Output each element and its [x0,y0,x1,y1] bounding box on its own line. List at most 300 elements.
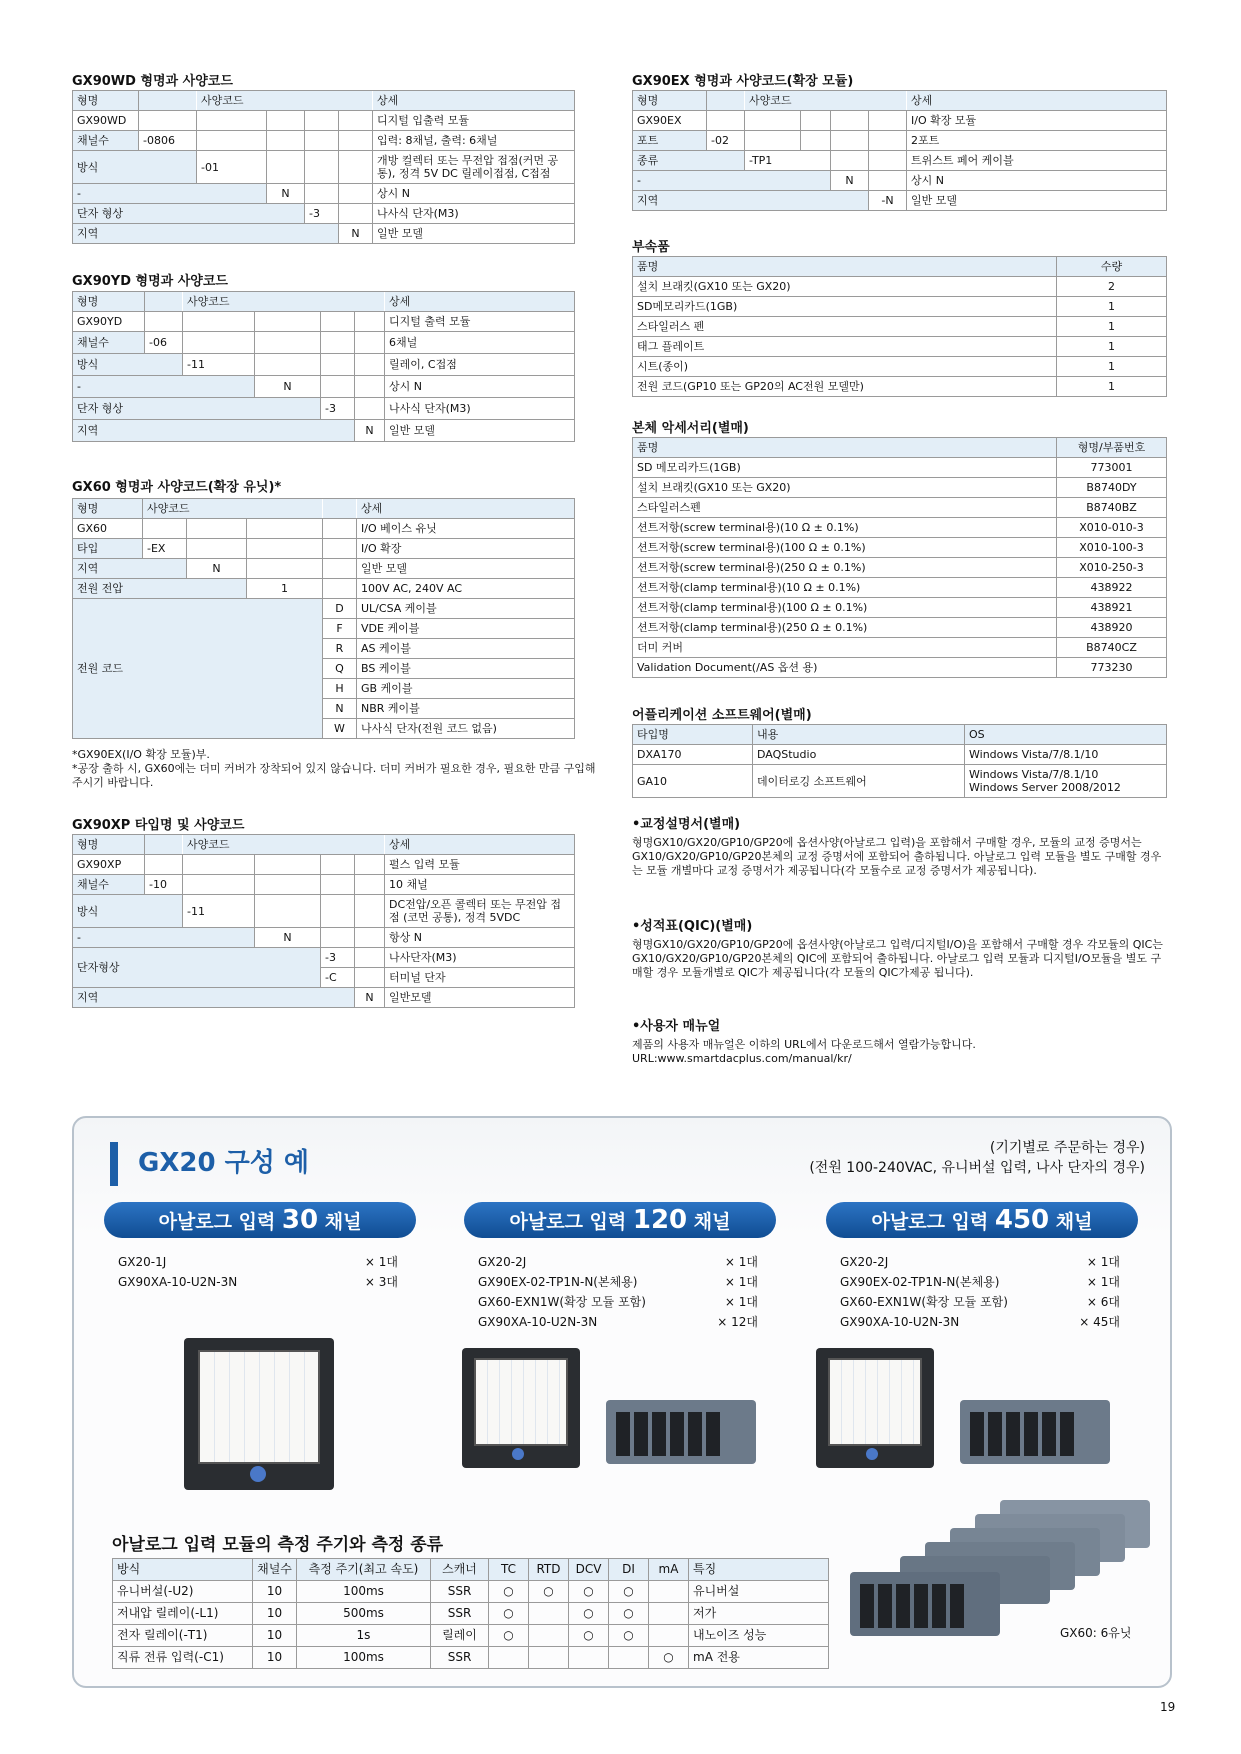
table-cell [145,292,183,312]
gx20-title: GX20 구성 예 [138,1148,310,1178]
table-cell: 438922 [1057,578,1167,598]
table-cell: SSR [431,1581,489,1603]
table-cell: 유니버설(-U2) [113,1581,253,1603]
accessories-title: 부속품 [632,240,670,255]
table-cell [745,111,801,131]
table-cell: 지역 [73,988,355,1008]
table-cell [321,354,355,376]
table-cell: 스타일러스 펜 [633,317,1057,337]
table-cell: 일반 모델 [907,191,1167,211]
table-cell: 전자 릴레이(-T1) [113,1625,253,1647]
table-cell: DI [609,1559,649,1581]
table-cell: 사양코드 [183,292,385,312]
table-cell [255,354,321,376]
table-cell [355,855,385,875]
table-cell: D [323,599,357,619]
table-cell: -TP1 [745,151,831,171]
table-cell: - [73,928,255,948]
table-cell: X010-250-3 [1057,558,1167,578]
software-title: 어플리케이션 소프트웨어(별매) [632,708,812,723]
table-cell: 나사식 단자(M3) [373,204,575,224]
table-cell [139,111,197,131]
optional-title: 본체 악세서리(별매) [632,421,749,436]
table-cell: 개방 컬렉터 또는 무전압 접점(커먼 공통), 정격 5V DC 릴레이접점, C접점 [373,151,575,184]
table-cell: 채널수 [73,332,145,354]
table-cell: 500ms [297,1603,431,1625]
table-cell: 디지털 입출력 모듈 [373,111,575,131]
table-cell: 나사식 단자(M3) [385,398,575,420]
table-cell [355,376,385,398]
table-cell [247,539,323,559]
table-cell: B8740BZ [1057,498,1167,518]
table-cell: 일반 모델 [385,420,575,442]
table-cell: -EX [143,539,187,559]
optional-table [632,437,1167,678]
table-cell: 저가 [689,1603,829,1625]
table-cell [183,875,255,895]
table-cell [801,111,831,131]
config-pill-120: 아날로그 입력 120 채널 [464,1202,776,1238]
table-cell: 형명 [73,292,145,312]
table-cell: VDE 케이블 [357,619,575,639]
table-cell: -11 [183,895,255,928]
page-number: 19 [1160,1700,1176,1714]
table-cell: N [187,559,247,579]
table-cell [305,111,339,131]
table-cell [305,184,339,204]
table-cell: 더미 커버 [633,638,1057,658]
table-cell: ○ [649,1647,689,1669]
gx90yd-title: GX90YD 형명과 사양코드 [72,274,228,289]
table-cell: GX90EX [633,111,707,131]
calibration-text: 형명GX10/GX20/GP10/GP20에 옵션사양(아날로그 입력)을 포함해서 구매할 경우, 모듈의 교정 증명서는 GX10/GX20/GP10/GP20본체의 교정 증명서에 포함되어 출하됩니다. 아날로그 입력 모듈을 별도 구매할 경우는 모듈 개별마다 교정 증명서가 제공됩니다(각 모듈수로 교정 증명서가 제공됩니다). [632,836,1162,877]
table-cell: N [255,376,321,398]
table-cell [649,1603,689,1625]
table-cell: 형명 [73,499,143,519]
gx60-title: GX60 형명과 사양코드(확장 유닛)* [72,480,282,495]
table-cell [569,1647,609,1669]
table-cell: 특징 [689,1559,829,1581]
table-cell: 일반 모델 [373,224,575,244]
table-cell [183,312,255,332]
table-cell: F [323,619,357,639]
table-cell: 상세 [385,292,575,312]
table-cell: 상세 [907,91,1167,111]
table-cell: 사양코드 [183,835,385,855]
table-cell [649,1625,689,1647]
table-cell: H [323,679,357,699]
table-cell: 내용 [753,725,965,745]
table-cell [831,131,869,151]
table-cell: 방식 [73,151,197,184]
table-cell [197,131,267,151]
gx90ex-title: GX90EX 형명과 사양코드(확장 모듈) [632,74,854,89]
table-cell: 방식 [73,354,183,376]
table-cell [339,204,373,224]
table-cell [183,332,255,354]
table-cell: ○ [609,1625,649,1647]
table-cell: 포트 [633,131,707,151]
table-cell [609,1647,649,1669]
table-cell: 설치 브래킷(GX10 또는 GX20) [633,277,1057,297]
table-cell: 설치 브래킷(GX10 또는 GX20) [633,478,1057,498]
table-cell: 10 [253,1603,297,1625]
table-cell: SSR [431,1603,489,1625]
table-cell: 입력: 8채널, 출력: 6채널 [373,131,575,151]
table-cell: 지역 [73,420,355,442]
calibration-title: •교정설명서(별매) [632,817,741,832]
calibration-section [632,818,1166,878]
table-cell: 1 [1057,357,1167,377]
config-pill-30: 아날로그 입력 30 채널 [104,1202,416,1238]
table-cell: -02 [707,131,745,151]
table-cell: ○ [569,1581,609,1603]
table-cell: -N [869,191,907,211]
manual-url: URL:www.smartdacplus.com/manual/kr/ [632,1052,852,1065]
table-cell [339,151,373,184]
table-cell: GB 케이블 [357,679,575,699]
table-cell: 채널수 [73,131,139,151]
table-cell: 단자 형상 [73,204,305,224]
table-cell: 438920 [1057,618,1167,638]
table-cell: SD 메모리카드(1GB) [633,458,1057,478]
table-cell [321,928,355,948]
title-accent-bar [110,1142,118,1186]
table-cell: 채널수 [73,875,145,895]
gx90ex-table [632,90,1167,211]
table-cell: X010-010-3 [1057,518,1167,538]
table-cell [869,111,907,131]
table-cell: 6채널 [385,332,575,354]
table-cell: N [831,171,869,191]
table-cell: 전원 코드(GP10 또는 GP20의 AC전원 모델만) [633,377,1057,397]
gx60-table [72,498,575,739]
table-cell: 1s [297,1625,431,1647]
table-cell [255,875,321,895]
table-cell: 일반모델 [385,988,575,1008]
table-cell: 디지털 출력 모듈 [385,312,575,332]
table-cell: ○ [489,1625,529,1647]
table-cell: 사양코드 [143,499,323,519]
power-code-label: 전원 코드 [73,599,323,739]
table-cell: 773230 [1057,658,1167,678]
table-cell: 션트저항(clamp terminal용)(100 Ω ± 0.1%) [633,598,1057,618]
table-cell: Q [323,659,357,679]
table-cell [183,855,255,875]
table-cell [339,184,373,204]
table-cell: 스캐너 [431,1559,489,1581]
table-cell [305,151,339,184]
table-cell: 단자형상 [73,948,321,988]
table-cell: OS [965,725,1167,745]
table-cell: 100ms [297,1581,431,1603]
table-cell [355,398,385,420]
table-cell: 릴레이 [431,1625,489,1647]
gx90xp-title: GX90XP 타입명 및 사양코드 [72,818,245,833]
table-cell: 지역 [73,224,339,244]
table-cell: DCV [569,1559,609,1581]
table-cell [321,855,355,875]
table-cell [255,895,321,928]
table-cell [355,948,385,968]
table-cell: 438921 [1057,598,1167,618]
table-cell [255,332,321,354]
table-cell [267,111,305,131]
gx60-note-1: *GX90EX(I/O 확장 모듈)부. [72,748,210,761]
table-cell [143,519,187,539]
table-cell: NBR 케이블 [357,699,575,719]
table-cell: I/O 확장 [357,539,575,559]
table-cell: 상시 N [385,376,575,398]
table-cell: GX60 [73,519,143,539]
gx90xp-table [72,834,575,1008]
qic-title: •성적표(QIC)(별매) [632,919,753,934]
table-cell: 형명 [633,91,707,111]
gx20-recorder-image [184,1338,334,1490]
table-cell: N [355,988,385,1008]
table-cell: DAQStudio [753,745,965,765]
table-cell: X010-100-3 [1057,538,1167,558]
table-cell [321,332,355,354]
gx90wd-title: GX90WD 형명과 사양코드 [72,74,233,89]
table-cell: 1 [1057,377,1167,397]
table-cell: 방식 [73,895,183,928]
measure-title: 아날로그 입력 모듈의 측정 주기와 측정 종류 [112,1535,444,1555]
table-cell [187,519,247,539]
table-cell: -3 [321,948,355,968]
manual-text: 제품의 사용자 매뉴얼은 이하의 URL에서 다운로드해서 열람가능합니다. [632,1038,976,1051]
table-cell: 직류 전류 입력(-C1) [113,1647,253,1669]
table-cell: R [323,639,357,659]
table-cell [869,151,907,171]
table-cell: 스타일러스펜 [633,498,1057,518]
table-cell: 션트저항(screw terminal용)(100 Ω ± 0.1%) [633,538,1057,558]
table-cell: -10 [145,875,183,895]
table-cell: 단자 형상 [73,398,321,420]
table-cell: GX90XP [73,855,145,875]
table-cell: B8740CZ [1057,638,1167,658]
table-cell: 10 [253,1647,297,1669]
table-cell: SSR [431,1647,489,1669]
table-cell [323,539,357,559]
table-cell: RTD [529,1559,569,1581]
table-cell: mA 전용 [689,1647,829,1669]
manual-title: •사용자 매뉴얼 [632,1019,721,1034]
table-cell: 100V AC, 240V AC [357,579,575,599]
table-cell: Windows Vista/7/8.1/10 Windows Server 2008/2012 [965,765,1167,798]
table-cell [267,151,305,184]
table-cell [255,312,321,332]
table-cell: 사양코드 [745,91,907,111]
table-cell [355,354,385,376]
table-cell: 10 [253,1625,297,1647]
accessories-table [632,256,1167,397]
table-cell: 일반 모델 [357,559,575,579]
table-cell: 션트저항(screw terminal용)(250 Ω ± 0.1%) [633,558,1057,578]
table-cell: 항상 N [385,928,575,948]
gx20-notes: (기기별로 주문하는 경우) (전원 100-240VAC, 유니버설 입력, 나사 단자의 경우) [809,1140,1145,1176]
table-cell: N [355,420,385,442]
table-cell [529,1625,569,1647]
table-cell: DXA170 [633,745,753,765]
table-cell: -C [321,968,355,988]
table-cell: 10 [253,1581,297,1603]
config-list-450: GX20-2J × 1대 GX90EX-02-TP1N-N(본체용) × 1대 GX60-EXN1W(확장 모듈 포함) × 6대 GX90XA-10-U2N-3N × 45대 [840,1255,1120,1329]
table-cell [197,111,267,131]
config-pill-450: 아날로그 입력 450 채널 [826,1202,1138,1238]
table-cell: 내노이즈 성능 [689,1625,829,1647]
table-cell: ○ [489,1581,529,1603]
table-cell [707,111,745,131]
table-cell: ○ [489,1603,529,1625]
table-cell [321,875,355,895]
table-cell [305,131,339,151]
table-cell: 상시 N [907,171,1167,191]
table-cell: - [633,171,831,191]
table-cell: GA10 [633,765,753,798]
table-cell: 데이터로깅 소프트웨어 [753,765,965,798]
table-cell: Windows Vista/7/8.1/10 [965,745,1167,765]
table-cell: 종류 [633,151,745,171]
table-cell: W [323,719,357,739]
table-cell: 트위스트 페어 케이블 [907,151,1167,171]
table-cell: I/O 확장 모듈 [907,111,1167,131]
measure-table [112,1558,829,1669]
table-cell: N [255,928,321,948]
table-cell: 품명 [633,438,1057,458]
table-cell: 773001 [1057,458,1167,478]
header-code: 사양코드 [197,91,373,111]
table-cell: N [323,699,357,719]
table-cell [355,928,385,948]
table-cell: Validation Document(/AS 옵션 용) [633,658,1057,678]
gx20-with-gx60-image [462,1348,762,1500]
table-cell: 션트저항(screw terminal용)(10 Ω ± 0.1%) [633,518,1057,538]
table-cell: AS 케이블 [357,639,575,659]
table-cell: 10 채널 [385,875,575,895]
table-cell [801,131,831,151]
table-cell: 형명 [73,835,145,855]
table-cell [355,332,385,354]
config-list-30: GX20-1J × 1대 GX90XA-10-U2N-3N × 3대 [118,1255,398,1289]
model-cell: GX90WD [73,111,139,131]
table-cell [139,91,197,111]
table-cell: 시트(종이) [633,357,1057,377]
table-cell: -3 [305,204,339,224]
table-cell: 2 [1057,277,1167,297]
table-cell [321,895,355,928]
table-cell [339,131,373,151]
table-cell: ○ [569,1625,609,1647]
table-cell [247,519,323,539]
qic-text: 형명GX10/GX20/GP10/GP20에 옵션사양(아날로그 입력/디지털I/O)을 포함해서 구매할 경우 각모듈의 QIC는 GX10/GX20/GP10/GP20본체의 QIC에 포함되어 출하됩니다. 아날로그 입력 모듈과 디지털I/O모듈을 별도 구매할 경우 모듈개별로 QIC가 제공됩니다(각 모듈의 QIC가제공 됩니다). [632,938,1163,979]
table-cell: 션트저항(clamp terminal용)(10 Ω ± 0.1%) [633,578,1057,598]
table-cell: 지역 [73,559,187,579]
table-cell: ○ [609,1581,649,1603]
table-cell: 2포트 [907,131,1167,151]
table-cell: 1 [247,579,323,599]
table-cell: N [267,184,305,204]
table-cell: 저내압 릴레이(-L1) [113,1603,253,1625]
table-cell [339,111,373,131]
header-detail: 상세 [373,91,575,111]
table-cell [145,312,183,332]
config-list-120: GX20-2J × 1대 GX90EX-02-TP1N-N(본체용) × 1대 GX60-EXN1W(확장 모듈 포함) × 1대 GX90XA-10-U2N-3N × 12대 [478,1255,758,1329]
table-cell: 채널수 [253,1559,297,1581]
table-cell [869,171,907,191]
table-cell: UL/CSA 케이블 [357,599,575,619]
table-cell [831,151,869,171]
header-model: 형명 [73,91,139,111]
table-cell [529,1647,569,1669]
table-cell: 릴레이, C접점 [385,354,575,376]
table-cell [321,376,355,398]
table-cell: -0806 [139,131,197,151]
table-cell: - [73,376,255,398]
table-cell [145,835,183,855]
table-cell: 타입명 [633,725,753,745]
table-cell: GX90YD [73,312,145,332]
table-cell [355,312,385,332]
table-cell: 100ms [297,1647,431,1669]
table-cell: 나사단자(M3) [385,948,575,968]
table-cell: -06 [145,332,183,354]
table-cell [323,499,357,519]
table-cell: 상시 N [373,184,575,204]
table-cell: 유니버설 [689,1581,829,1603]
table-cell: ○ [529,1581,569,1603]
table-cell [355,875,385,895]
table-cell: 지역 [633,191,869,211]
table-cell: 형명/부품번호 [1057,438,1167,458]
qic-section [632,920,1166,980]
table-cell [323,579,357,599]
table-cell: -3 [321,398,355,420]
table-cell [267,131,305,151]
table-cell [355,968,385,988]
table-cell: ○ [569,1603,609,1625]
manual-section [632,1020,1166,1066]
table-cell: N [339,224,373,244]
table-cell: 상세 [385,835,575,855]
table-cell [323,519,357,539]
gx20-with-gx60-image-2 [816,1348,1116,1500]
table-cell: DC전압/오픈 콜렉터 또는 무전압 접점 (코먼 공통), 정격 5VDC [385,895,575,928]
table-cell: ○ [609,1603,649,1625]
table-cell [355,895,385,928]
table-cell: mA [649,1559,689,1581]
table-cell: -01 [197,151,267,184]
table-cell: B8740DY [1057,478,1167,498]
table-cell: - [73,184,267,204]
table-cell: 1 [1057,317,1167,337]
table-cell: 수량 [1057,257,1167,277]
table-cell: 1 [1057,297,1167,317]
table-cell: 타입 [73,539,143,559]
gx60-caption: GX60: 6유닛 [1060,1626,1132,1640]
table-cell [745,131,801,151]
gx90yd-table [72,291,575,442]
table-cell [323,559,357,579]
table-cell [489,1647,529,1669]
gx90wd-table [72,90,575,244]
table-cell: BS 케이블 [357,659,575,679]
table-cell: 션트저항(clamp terminal용)(250 Ω ± 0.1%) [633,618,1057,638]
table-cell [707,91,745,111]
table-cell [831,111,869,131]
software-table [632,724,1167,798]
gx60-note-2: *공장 출하 시, GX60에는 더미 커버가 장착되어 있지 않습니다. 더미 커버가 필요한 경우, 필요한 만큼 구입해 주시기 바랍니다. [72,762,596,789]
